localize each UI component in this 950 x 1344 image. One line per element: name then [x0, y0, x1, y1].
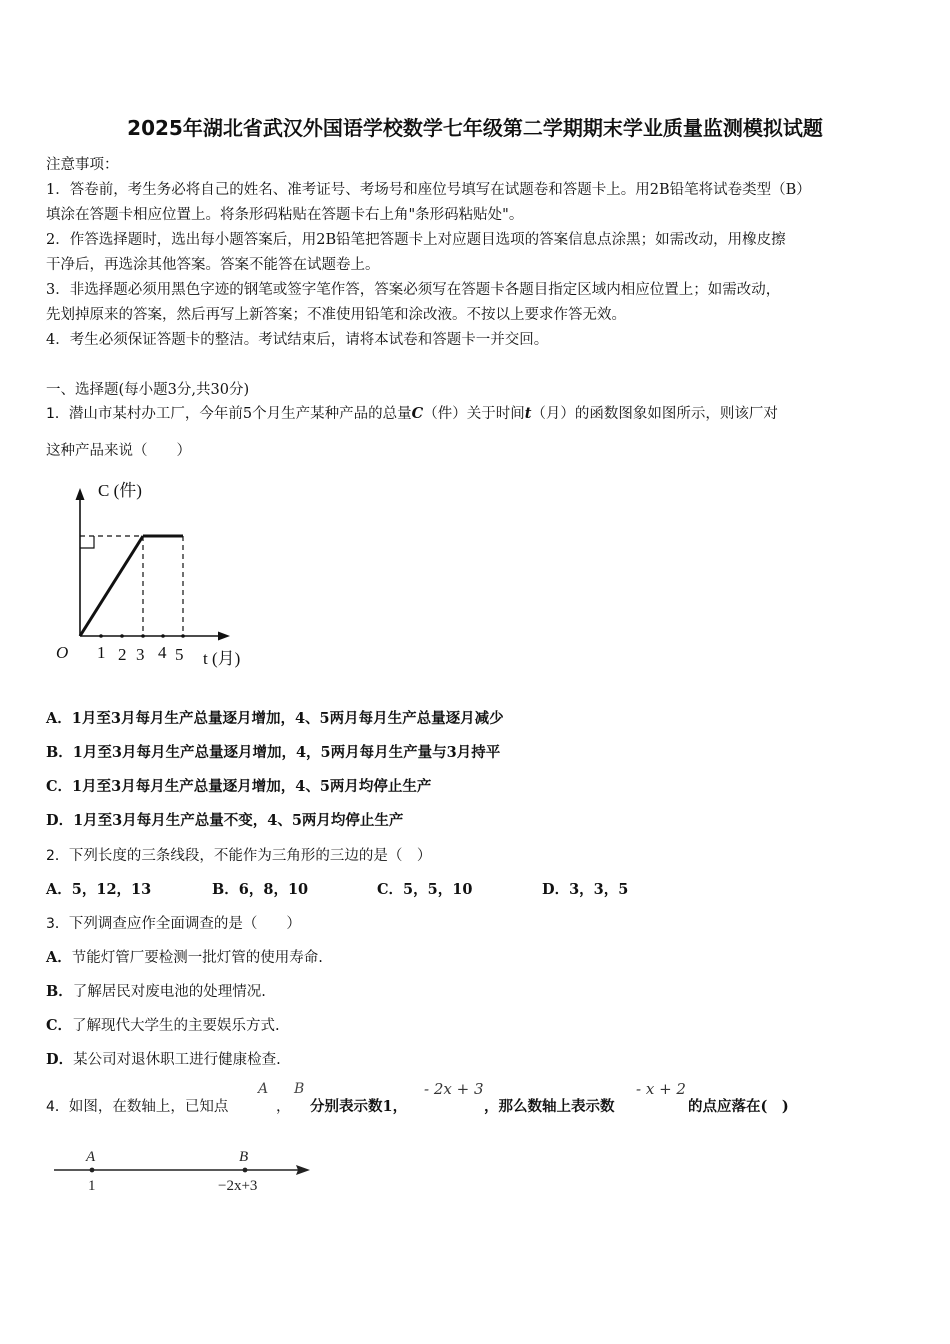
- notice-line: 4．考生必须保证答题卡的整洁。考试结束后，请将本试卷和答题卡一并交回。: [46, 332, 549, 348]
- tick-label: 4: [158, 643, 167, 662]
- option-d[interactable]: [46, 809, 403, 830]
- point-b-symbol: B: [294, 1081, 305, 1097]
- notice-line: 2．作答选择题时，选出每小题答案后，用2B铅笔把答题卡上对应题目选项的答案信息点涂黑；如需改动，用橡皮擦: [46, 232, 786, 248]
- question-text: 下列长度的三条线段，不能作为三角形的三边的是（ ）: [68, 848, 432, 864]
- tick-mark: [99, 634, 103, 638]
- option-label: B．: [46, 744, 73, 761]
- notice-line: 干净后，再选涂其他答案。答案不能答在试题卷上。: [46, 257, 380, 273]
- y-axis-arrow: [76, 488, 85, 500]
- option-label: C．: [46, 1017, 73, 1034]
- question-text: ，: [276, 1099, 291, 1115]
- point-b-label: B: [239, 1149, 249, 1165]
- notice-line: 填涂在答题卡相应位置上。将条形码粘贴在答题卡右上角"条形码粘贴处"。: [46, 207, 524, 223]
- point-b: [243, 1168, 248, 1173]
- option-text: 6，8，10: [238, 881, 309, 898]
- x-axis-arrow: [218, 632, 230, 641]
- question-2: [46, 844, 431, 865]
- question-text: ，那么数轴上表示数: [484, 1098, 615, 1115]
- page-title: 2025年湖北省武汉外国语学校数学七年级第二学期期末学业质量监测模拟试题: [127, 116, 823, 140]
- expression-1: - 2x + 3: [424, 1080, 484, 1098]
- option-text: 了解现代大学生的主要娱乐方式.: [72, 1018, 280, 1034]
- point-a: [90, 1168, 95, 1173]
- option-text: 了解居民对废电池的处理情况.: [72, 984, 266, 1000]
- function-graph: [48, 478, 263, 673]
- option-label: B．: [46, 983, 73, 1000]
- option-d[interactable]: [46, 1048, 281, 1069]
- point-b-value: −2x+3: [218, 1178, 258, 1194]
- option-d[interactable]: [542, 878, 628, 899]
- option-c[interactable]: [46, 1014, 280, 1035]
- number-line: [48, 1140, 318, 1200]
- tick-mark: [141, 634, 145, 638]
- question-text: 的点应落在( ): [688, 1098, 789, 1115]
- option-text: 1月至3月每月生产总量逐月增加，4、5两月均停止生产: [72, 778, 432, 795]
- option-label: B．: [212, 881, 239, 898]
- question-text: 这种产品来说（ ）: [46, 443, 191, 459]
- question-text: （件）关于时间: [423, 406, 525, 422]
- tick-mark: [161, 634, 165, 638]
- x-axis-label: t (月): [203, 649, 241, 668]
- option-label: A．: [46, 881, 72, 898]
- option-text: 5，12，13: [71, 881, 152, 898]
- variable-c: C: [411, 405, 424, 422]
- option-text: 1月至3月每月生产总量不变，4、5两月均停止生产: [73, 812, 404, 829]
- option-text: 节能灯管厂要检测一批灯管的使用寿命.: [71, 950, 323, 966]
- option-c[interactable]: [46, 775, 431, 796]
- point-a-value: 1: [88, 1178, 96, 1194]
- rising-segment: [80, 536, 143, 636]
- option-label: C．: [46, 778, 73, 795]
- question-number-4: [46, 1095, 228, 1116]
- point-a-symbol: A: [258, 1081, 269, 1097]
- question-text: 分别表示数1，: [310, 1098, 408, 1115]
- question-number: 4．: [46, 1099, 69, 1115]
- option-text: 5，5，10: [403, 881, 473, 898]
- option-label: D．: [46, 1051, 74, 1068]
- option-a[interactable]: [46, 878, 151, 899]
- question-number: 2．: [46, 848, 69, 864]
- option-label: A．: [46, 949, 72, 966]
- tick-label: 3: [136, 645, 145, 664]
- option-label: A．: [46, 710, 72, 727]
- point-a-label: A: [86, 1149, 96, 1165]
- question-3: [46, 912, 301, 933]
- option-text: 某公司对退休职工进行健康检查.: [73, 1052, 281, 1068]
- question-text: 下列调查应作全面调查的是（ ）: [68, 916, 301, 932]
- question-number: 1．: [46, 406, 69, 422]
- option-a[interactable]: [46, 707, 504, 728]
- tick-label: 5: [175, 645, 184, 664]
- option-label: D．: [46, 812, 74, 829]
- variable-t: t: [524, 405, 532, 422]
- option-b[interactable]: [212, 878, 308, 899]
- option-text: 1月至3月每月生产总量逐月增加，4、5两月每月生产总量逐月减少: [71, 710, 504, 727]
- notice-line: 先划掉原来的答案，然后再写上新答案；不准使用铅笔和涂改液。不按以上要求作答无效。: [46, 307, 626, 323]
- option-label: D．: [542, 881, 570, 898]
- option-label: C．: [377, 881, 404, 898]
- right-angle-mark: [80, 536, 94, 548]
- section-heading: 一、选择题(每小题3分,共30分): [46, 382, 250, 398]
- expression-2: - x + 2: [636, 1080, 686, 1098]
- origin-label: O: [56, 643, 69, 662]
- notice-line: 1．答卷前，考生务必将自己的姓名、准考证号、考场号和座位号填写在试题卷和答题卡上。用2B铅笔将试卷类型（B）: [46, 182, 811, 198]
- option-text: 3，3，5: [569, 881, 629, 898]
- number-line-arrow: [296, 1165, 310, 1175]
- option-a[interactable]: [46, 946, 323, 967]
- option-c[interactable]: [377, 878, 472, 899]
- question-1: [46, 402, 778, 423]
- question-text: 潜山市某村办工厂，今年前5个月生产某种产品的总量: [68, 406, 412, 422]
- tick-mark: [181, 634, 185, 638]
- notice-line: 3．非选择题必须用黑色字迹的钢笔或签字笔作答，答案必须写在答题卡各题目指定区域内相应位置上；如需改动，: [46, 282, 781, 298]
- option-b[interactable]: [46, 980, 266, 1001]
- option-b[interactable]: [46, 741, 500, 762]
- question-text: （月）的函数图象如图所示，则该厂对: [531, 406, 778, 422]
- tick-label: 2: [118, 645, 127, 664]
- notice-heading: 注意事项：: [46, 157, 119, 173]
- option-text: 1月至3月每月生产总量逐月增加，4，5两月每月生产量与3月持平: [72, 744, 501, 761]
- question-text: 如图，在数轴上，已知点: [68, 1099, 229, 1115]
- tick-label: 1: [97, 643, 106, 662]
- question-number: 3．: [46, 916, 69, 932]
- tick-mark: [120, 634, 124, 638]
- y-axis-label: C (件): [98, 481, 142, 500]
